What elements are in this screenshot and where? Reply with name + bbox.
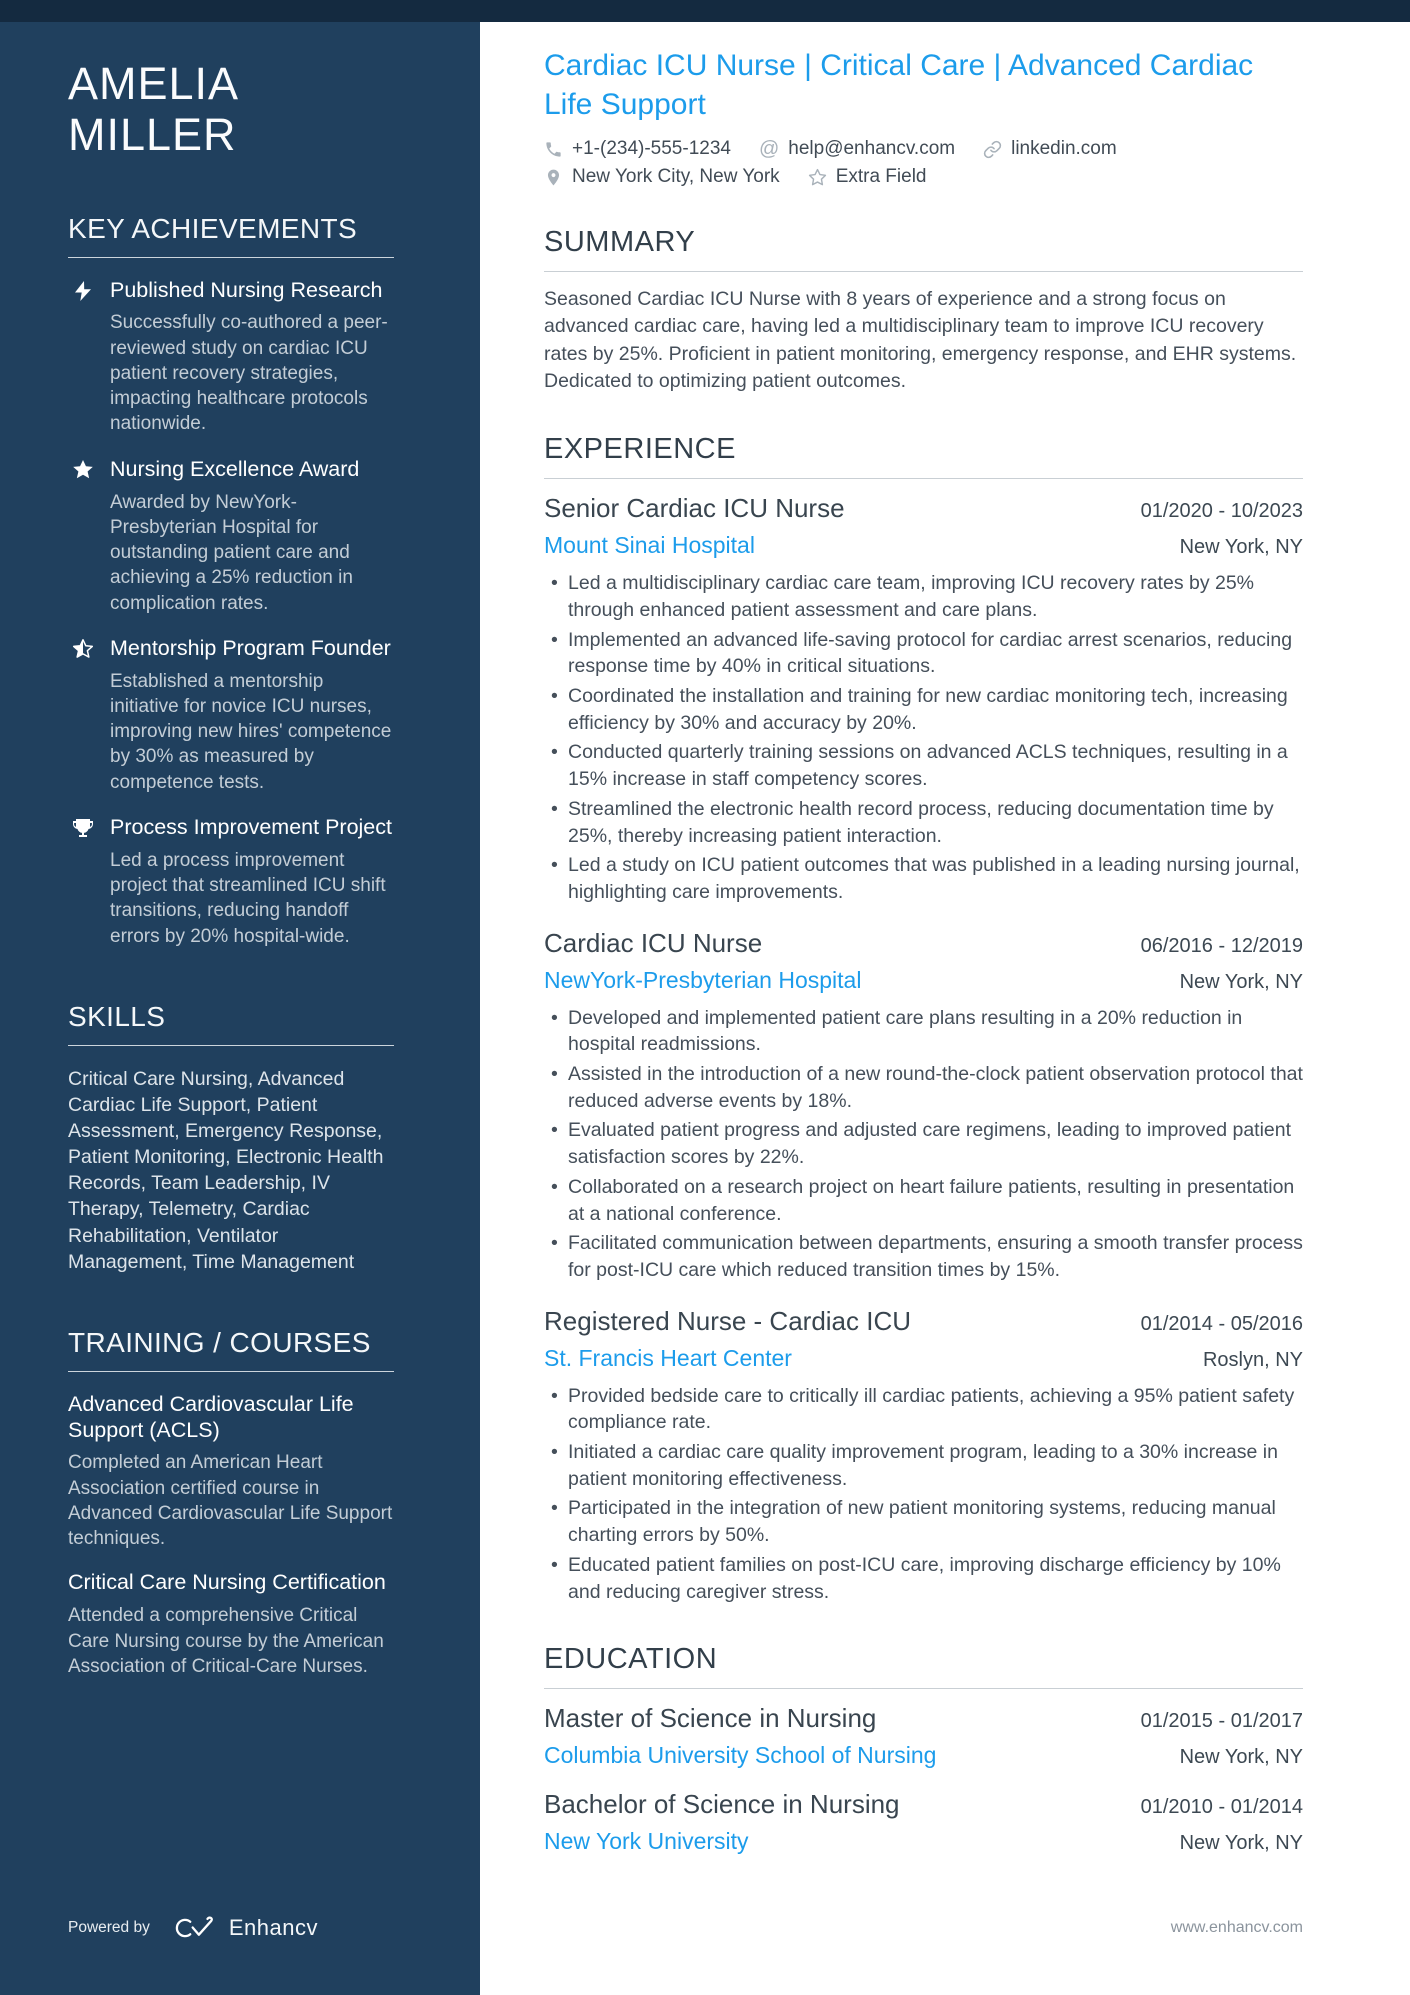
experience-heading: EXPERIENCE: [544, 433, 1303, 479]
email-item[interactable]: [759, 138, 955, 160]
achievement-body: [110, 815, 394, 949]
degree-row: [544, 1703, 1303, 1734]
job-bullet-list: [544, 570, 1303, 905]
job-bullet: • Developed and implemented patient care plans resulting in a 20% reduction in hospital readmissions.: [544, 1005, 1303, 1058]
job-company-row: [544, 532, 1303, 559]
job-bullet: • Facilitated communication between departments, ensuring a smooth transfer process for post-ICU care which reduced transition times by 15%.: [544, 1230, 1303, 1283]
job-dates: 01/2020 - 10/2023: [1140, 500, 1303, 523]
job-company-row: [544, 1345, 1303, 1372]
course-item: [68, 1570, 394, 1679]
job-location: Roslyn, NY: [1202, 1348, 1303, 1371]
job-title: Registered Nurse - Cardiac ICU: [544, 1305, 912, 1336]
training-courses-section: [68, 1327, 394, 1679]
job-title-row: [544, 928, 1303, 959]
job-bullet: • Implemented an advanced life-saving protocol for cardiac arrest scenarios, reducing response time by 40% in critical situations.: [544, 627, 1303, 680]
enhancv-logo-icon: [174, 1915, 218, 1941]
resume-title-line1: Cardiac ICU Nurse | Critical Care | Advanced Cardiac: [544, 49, 1254, 82]
job-location: New York, NY: [1179, 536, 1303, 559]
achievement-title: Published Nursing Research: [110, 277, 383, 302]
school-name[interactable]: Columbia University School of Nursing: [544, 1742, 937, 1769]
job-title-row: [544, 1306, 1303, 1337]
sidebar: [0, 0, 480, 1995]
skills-section: [68, 1001, 394, 1275]
education-heading: EDUCATION: [544, 1643, 1303, 1689]
contact-row-secondary: [544, 166, 1303, 188]
school-row: [544, 1828, 1303, 1855]
bolt-icon: [68, 278, 97, 437]
job-company-row: [544, 967, 1303, 994]
training-courses-heading: TRAINING / COURSES: [68, 1327, 394, 1372]
phone-number: +1-(234)-555-1234: [572, 138, 731, 159]
education-section: [544, 1643, 1303, 1855]
job-bullet: • Participated in the integration of new patient monitoring systems, reducing manual charting errors by 50%.: [544, 1495, 1303, 1548]
location-item: [544, 166, 780, 188]
job-title: Senior Cardiac ICU Nurse: [544, 493, 845, 524]
degree-row: [544, 1789, 1303, 1820]
job-bullet: • Initiated a cardiac care quality improvement program, leading to a 30% increase in patient monitoring effectiveness.: [544, 1439, 1303, 1492]
job-bullet: • Collaborated on a research project on heart failure patients, resulting in presentation at a national conference.: [544, 1174, 1303, 1227]
experience-entry: [544, 493, 1303, 905]
main-content: [480, 0, 1410, 1995]
education-location: New York, NY: [1179, 1746, 1303, 1769]
key-achievements-heading: KEY ACHIEVEMENTS: [68, 213, 394, 258]
summary-section: [544, 226, 1303, 395]
company-name[interactable]: St. Francis Heart Center: [544, 1344, 792, 1371]
job-title-row: [544, 493, 1303, 524]
star-half-icon: [68, 636, 97, 795]
contact-row-primary: [544, 138, 1303, 160]
skills-heading: SKILLS: [68, 1001, 394, 1046]
summary-text: Seasoned Cardiac ICU Nurse with 8 years of experience and a strong focus on advanced cardiac care, having led a multidisciplinary team to improve ICU recovery rates by 25%. Proficient in patient monitoring, emergency response, and EHR systems. Dedicated to optimizing patient outcomes.: [544, 288, 1297, 392]
resume-header: [544, 46, 1303, 188]
experience-entry: [544, 1306, 1303, 1606]
star-icon: [68, 457, 97, 616]
star-outline-icon: [808, 168, 827, 187]
candidate-name-line1: AMELIA: [68, 58, 240, 109]
achievement-item: [68, 815, 394, 949]
email-address[interactable]: help@enhancv.com: [788, 138, 956, 159]
achievement-description: Awarded by NewYork-Presbyterian Hospital for outstanding patient care and achieving a 25% reduction in complication rates.: [110, 491, 353, 614]
company-name[interactable]: NewYork-Presbyterian Hospital: [544, 966, 862, 993]
degree-title: Bachelor of Science in Nursing: [544, 1789, 900, 1820]
extra-field-text: Extra Field: [835, 166, 927, 187]
phone-item: [544, 138, 731, 160]
candidate-name-line2: MILLER: [68, 109, 237, 161]
achievement-title: Mentorship Program Founder: [110, 635, 391, 660]
achievement-body: [110, 457, 394, 616]
company-name[interactable]: Mount Sinai Hospital: [544, 532, 755, 559]
course-title: Advanced Cardiovascular Life Support (ACLS): [68, 1391, 354, 1442]
education-entry: [544, 1789, 1303, 1855]
school-name[interactable]: New York University: [544, 1828, 749, 1855]
powered-by-label: Powered by: [68, 1919, 150, 1936]
resume-title-line2: Life Support: [544, 88, 706, 121]
resume-title: [544, 46, 1303, 124]
candidate-name: [68, 58, 394, 161]
job-bullet: • Educated patient families on post-ICU care, improving discharge efficiency by 10% and reducing caregiver stress.: [544, 1552, 1303, 1605]
skills-list: Critical Care Nursing, Advanced Cardiac Life Support, Patient Assessment, Emergency Response, Patient Monitoring, Electronic Health Records, Team Leadership, IV Therapy, Telemetry, Cardiac Rehabilitation, Ventilator Management, Time Management: [68, 1067, 384, 1273]
job-location: New York, NY: [1179, 970, 1303, 993]
job-bullet: • Conducted quarterly training sessions on advanced ACLS techniques, resulting in a 15% increase in staff competency scores.: [544, 739, 1303, 792]
link-icon: [983, 140, 1002, 159]
extra-field-item: [808, 166, 927, 188]
job-bullet: • Streamlined the electronic health record process, reducing documentation time by 25%, thereby increasing patient interaction.: [544, 796, 1303, 849]
achievement-item: [68, 457, 394, 616]
achievement-title: Nursing Excellence Award: [110, 456, 360, 481]
achievement-body: [110, 278, 394, 437]
education-dates: 01/2010 - 01/2014: [1140, 1796, 1303, 1819]
job-bullet-list: [544, 1383, 1303, 1606]
school-row: [544, 1742, 1303, 1769]
achievement-item: [68, 636, 394, 795]
key-achievements-section: [68, 213, 394, 949]
course-description: Attended a comprehensive Critical Care Nursing course by the American Association of Critical-Care Nurses.: [68, 1605, 384, 1677]
linkedin-url[interactable]: linkedin.com: [1011, 138, 1117, 159]
linkedin-item[interactable]: [983, 138, 1117, 160]
job-bullet: • Evaluated patient progress and adjusted care regimens, leading to improved patient satisfaction scores by 22%.: [544, 1117, 1303, 1170]
location-text: New York City, New York: [572, 166, 780, 187]
job-bullet-list: [544, 1005, 1303, 1284]
course-item: [68, 1392, 394, 1552]
achievement-description: Established a mentorship initiative for novice ICU nurses, improving new hires' competence by 30% as measured by competence tests.: [110, 670, 392, 793]
achievement-title: Process Improvement Project: [110, 814, 392, 839]
trophy-icon: [68, 815, 97, 949]
job-bullet: • Led a multidisciplinary cardiac care team, improving ICU recovery rates by 25% through enhanced patient assessment and care plans.: [544, 570, 1303, 623]
job-title: Cardiac ICU Nurse: [544, 927, 763, 958]
education-dates: 01/2015 - 01/2017: [1140, 1710, 1303, 1733]
achievement-item: [68, 278, 394, 437]
job-bullet: • Led a study on ICU patient outcomes that was published in a leading nursing journal, highlighting care improvements.: [544, 852, 1303, 905]
enhancv-brand[interactable]: [174, 1915, 318, 1941]
achievement-body: [110, 636, 394, 795]
achievement-description: Led a process improvement project that streamlined ICU shift transitions, reducing handoff errors by 20% hospital-wide.: [110, 849, 386, 947]
job-dates: 06/2016 - 12/2019: [1140, 934, 1303, 957]
course-description: Completed an American Heart Association certified course in Advanced Cardiovascular Life Support techniques.: [68, 1452, 393, 1550]
at-icon: @: [758, 138, 780, 160]
education-location: New York, NY: [1179, 1832, 1303, 1855]
degree-title: Master of Science in Nursing: [544, 1703, 877, 1734]
phone-icon: [544, 140, 563, 159]
job-bullet: • Assisted in the introduction of a new round-the-clock patient observation protocol that reduced adverse events by 18%.: [544, 1061, 1303, 1114]
location-pin-icon: [544, 168, 563, 187]
course-title: Critical Care Nursing Certification: [68, 1570, 386, 1595]
powered-by-footer: [68, 1915, 318, 1941]
experience-entry: [544, 928, 1303, 1284]
achievement-description: Successfully co-authored a peer-reviewed study on cardiac ICU patient recovery strategies, impacting healthcare protocols nationwide.: [110, 312, 388, 435]
experience-section: [544, 433, 1303, 1605]
job-bullet: • Coordinated the installation and training for new cardiac monitoring tech, increasing efficiency by 30% and accuracy by 20%.: [544, 683, 1303, 736]
education-entry: [544, 1703, 1303, 1769]
website-footer[interactable]: www.enhancv.com: [1170, 1919, 1303, 1936]
job-bullet: • Provided bedside care to critically ill cardiac patients, achieving a 95% patient safety compliance rate.: [544, 1383, 1303, 1436]
summary-heading: SUMMARY: [544, 226, 1303, 272]
top-accent-bar: [0, 0, 1410, 22]
job-dates: 01/2014 - 05/2016: [1140, 1312, 1303, 1335]
enhancv-brand-name: Enhancv: [228, 1915, 318, 1940]
